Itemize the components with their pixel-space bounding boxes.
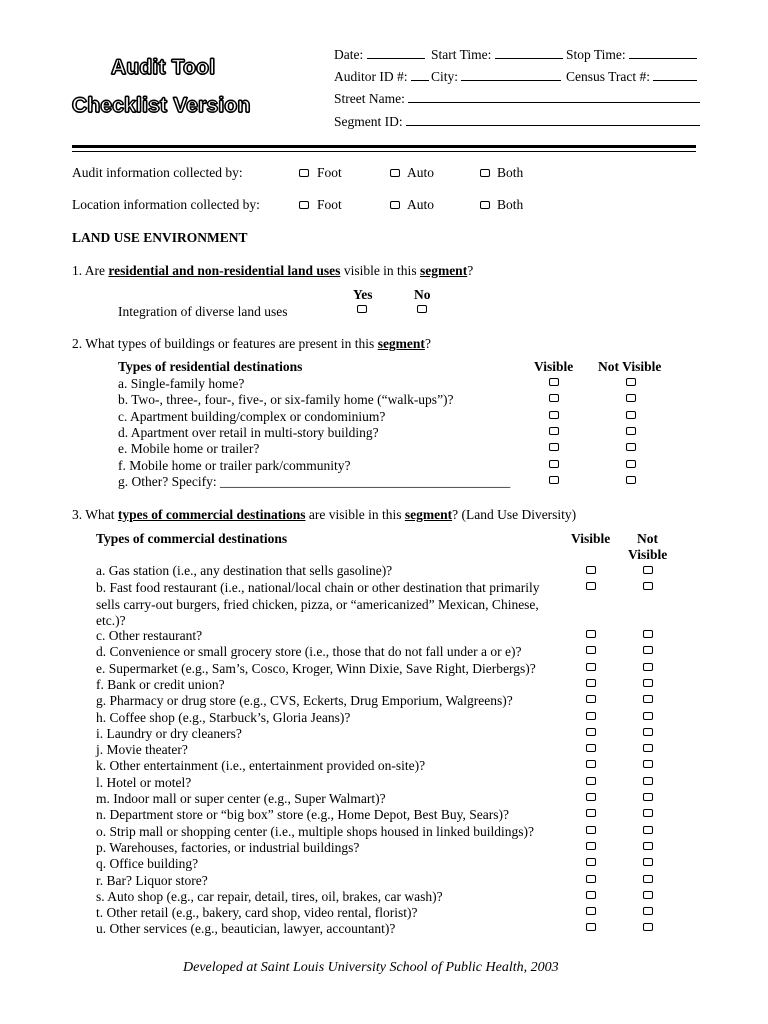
location-foot-label: Foot	[317, 197, 342, 212]
auditor-id-line[interactable]	[411, 68, 429, 81]
q3-not-visible-checkbox[interactable]	[643, 630, 653, 638]
q3-item: r. Bar? Liquor store?	[96, 873, 208, 888]
q3-not-visible-checkbox[interactable]	[643, 744, 653, 752]
q3-not-visible-checkbox[interactable]	[643, 809, 653, 817]
q3-visible-checkbox[interactable]	[586, 842, 596, 850]
q3-not-visible-checkbox[interactable]	[643, 679, 653, 687]
q3-not-visible-checkbox[interactable]	[643, 777, 653, 785]
q3-item: i. Laundry or dry cleaners?	[96, 726, 242, 741]
question-2	[72, 336, 431, 352]
q3-not-visible-checkbox[interactable]	[643, 663, 653, 671]
q2-item: g. Other? Specify: ___________________________________________	[118, 474, 511, 489]
footer-credit: Developed at Saint Louis University School of Public Health, 2003	[183, 960, 559, 975]
census-tract-label: Census Tract #:	[566, 69, 651, 84]
header-rule-thick	[72, 145, 696, 148]
q3-suffix: ? (Land Use Diversity)	[452, 507, 577, 522]
q3-segment: segment	[404, 507, 453, 522]
q1-yes-checkbox[interactable]	[357, 305, 367, 313]
q3-not-visible-checkbox[interactable]	[643, 826, 653, 834]
q3-item: c. Other restaurant?	[96, 628, 203, 643]
location-foot-checkbox[interactable]	[299, 201, 309, 209]
audit-auto-label: Auto	[407, 165, 434, 180]
q3-not-visible-checkbox[interactable]	[643, 646, 653, 654]
q3-not-visible-checkbox[interactable]	[643, 760, 653, 768]
header-rule-thin	[72, 151, 696, 152]
q1-no-header: No	[414, 287, 431, 302]
q1-suffix: ?	[467, 263, 474, 278]
location-collected-label: Location information collected by:	[72, 197, 260, 212]
q3-visible-checkbox[interactable]	[586, 923, 596, 931]
census-tract-line[interactable]	[653, 68, 697, 81]
q3-visible-header-2: Visible	[628, 547, 668, 562]
q2-item: a. Single-family home?	[118, 376, 245, 391]
start-time-line[interactable]	[495, 46, 563, 59]
q3-not-visible-checkbox[interactable]	[643, 875, 653, 883]
q3-item: p. Warehouses, factories, or industrial buildings?	[96, 840, 360, 855]
q3-item: e. Supermarket (e.g., Sam’s, Cosco, Kroger, Winn Dixie, Save Right, Dierbergs)?	[96, 661, 536, 676]
q3-not-visible-checkbox[interactable]	[643, 842, 653, 850]
q3-visible-checkbox[interactable]	[586, 744, 596, 752]
location-auto-label: Auto	[407, 197, 434, 212]
q2-visible-checkbox[interactable]	[549, 476, 559, 484]
q2-visible-checkbox[interactable]	[549, 460, 559, 468]
city-label: City:	[431, 69, 459, 84]
q2-item: b. Two-, three-, four-, five-, or six-family home (“walk-ups”)?	[118, 392, 454, 407]
audit-foot-checkbox[interactable]	[299, 169, 309, 177]
logo-line-2: Checklist Version	[72, 94, 251, 117]
q2-suffix: ?	[424, 336, 431, 351]
segment-id-field[interactable]	[334, 113, 700, 130]
q3-item: t. Other retail (e.g., bakery, card shop, video rental, florist)?	[96, 905, 418, 920]
q3-visible-checkbox[interactable]	[586, 858, 596, 866]
q3-item: q. Office building?	[96, 856, 199, 871]
q3-visible-checkbox[interactable]	[586, 663, 596, 671]
q3-visible-checkbox[interactable]	[586, 646, 596, 654]
logo-line-1: Audit Tool	[111, 56, 216, 79]
q2-not-visible-checkbox[interactable]	[626, 460, 636, 468]
location-both-label: Both	[497, 197, 524, 212]
q3-emph: types of commercial destinations	[117, 507, 306, 522]
question-1	[72, 263, 473, 279]
q3-b-not-visible-checkbox[interactable]	[643, 582, 653, 590]
q2-visible-checkbox[interactable]	[549, 378, 559, 386]
start-time-field[interactable]	[431, 46, 563, 63]
q2-not-visible-checkbox[interactable]	[626, 427, 636, 435]
q3-not-visible-checkbox[interactable]	[643, 712, 653, 720]
q3-visible-checkbox[interactable]	[586, 875, 596, 883]
q3-table-header: Types of commercial destinations	[96, 531, 288, 546]
audit-both-label: Both	[497, 165, 524, 180]
q2-not-visible-header: Not Visible	[598, 359, 662, 374]
q3-not-visible-checkbox[interactable]	[643, 695, 653, 703]
q3-not-visible-checkbox[interactable]	[643, 891, 653, 899]
q3-not-visible-checkbox[interactable]	[643, 858, 653, 866]
street-name-label: Street Name:	[334, 91, 405, 106]
q2-item: f. Mobile home or trailer park/community?	[118, 458, 351, 473]
q2-item: c. Apartment building/complex or condominium?	[118, 409, 386, 424]
q3-visible-checkbox[interactable]	[586, 891, 596, 899]
city-field[interactable]	[431, 68, 561, 85]
q3-item-b-line3: etc.)?	[96, 613, 126, 628]
date-field[interactable]	[334, 46, 425, 63]
q3-not-visible-checkbox[interactable]	[643, 923, 653, 931]
q3-not-visible-checkbox[interactable]	[643, 793, 653, 801]
q1-no-checkbox[interactable]	[417, 305, 427, 313]
q2-item: d. Apartment over retail in multi-story building?	[118, 425, 379, 440]
q3-item: f. Bank or credit union?	[96, 677, 225, 692]
audit-foot-label: Foot	[317, 165, 342, 180]
stop-time-line[interactable]	[629, 46, 697, 59]
street-name-field[interactable]	[334, 90, 700, 107]
q3-item-b-line2: sells carry-out burgers, fried chicken, pizza, or “americanized” Mexican, Chinese,	[96, 597, 539, 612]
q3-item: h. Coffee shop (e.g., Starbuck’s, Gloria Jeans)?	[96, 710, 351, 725]
q3-item: o. Strip mall or shopping center (i.e., multiple shops housed in linked buildings)?	[96, 824, 534, 839]
segment-id-line[interactable]	[406, 113, 700, 126]
q1-segment: segment	[419, 263, 468, 278]
q3-visible-header: Visible	[571, 531, 611, 546]
q3-item-b-line1: b. Fast food restaurant (i.e., national/local chain or other destination that primarily	[96, 580, 540, 595]
q3-visible-checkbox[interactable]	[586, 907, 596, 915]
location-both-checkbox[interactable]	[480, 201, 490, 209]
q2-not-visible-checkbox[interactable]	[626, 476, 636, 484]
q3-prefix: 3. What	[72, 507, 118, 522]
q3-visible-checkbox[interactable]	[586, 760, 596, 768]
q1-yes-header: Yes	[353, 287, 373, 302]
q3-visible-checkbox[interactable]	[586, 712, 596, 720]
location-auto-checkbox[interactable]	[390, 201, 400, 209]
q2-not-visible-checkbox[interactable]	[626, 411, 636, 419]
start-time-label: Start Time:	[431, 47, 492, 62]
q3-visible-checkbox[interactable]	[586, 826, 596, 834]
q3-item: j. Movie theater?	[96, 742, 188, 757]
street-name-line[interactable]	[408, 90, 700, 103]
q2-table-header: Types of residential destinations	[118, 359, 303, 374]
q1-middle: visible in this	[340, 263, 420, 278]
section-title: LAND USE ENVIRONMENT	[72, 230, 248, 245]
q3-not-visible-checkbox[interactable]	[643, 728, 653, 736]
q3-visible-checkbox[interactable]	[586, 809, 596, 817]
q3-item: d. Convenience or small grocery store (i.e., those that do not fall under a or e)?	[96, 644, 522, 659]
q3-visible-checkbox[interactable]	[586, 793, 596, 801]
q2-not-visible-checkbox[interactable]	[626, 443, 636, 451]
q3-visible-checkbox[interactable]	[586, 695, 596, 703]
q2-not-visible-checkbox[interactable]	[626, 378, 636, 386]
q3-item: u. Other services (e.g., beautician, lawyer, accountant)?	[96, 921, 396, 936]
auditor-id-field[interactable]	[334, 68, 429, 85]
q3-item: l. Hotel or motel?	[96, 775, 192, 790]
q3-item: n. Department store or “big box” store (e.g., Home Depot, Best Buy, Sears)?	[96, 807, 510, 822]
q3-middle: are visible in this	[305, 507, 405, 522]
q3-b-visible-checkbox[interactable]	[586, 582, 596, 590]
q3-a-visible-checkbox[interactable]	[586, 566, 596, 574]
question-3	[72, 507, 576, 523]
audit-both-checkbox[interactable]	[480, 169, 490, 177]
q2-visible-checkbox[interactable]	[549, 427, 559, 435]
q3-item: s. Auto shop (e.g., car repair, detail, tires, oil, brakes, car wash)?	[96, 889, 443, 904]
q3-not-visible-checkbox[interactable]	[643, 907, 653, 915]
q1-prefix: 1. Are	[72, 263, 109, 278]
q2-not-visible-checkbox[interactable]	[626, 394, 636, 402]
q2-prefix: 2. What types of buildings or features are present in this	[72, 336, 378, 351]
q3-item-a: a. Gas station (i.e., any destination that sells gasoline)?	[96, 563, 393, 578]
audit-auto-checkbox[interactable]	[390, 169, 400, 177]
q3-item: g. Pharmacy or drug store (e.g., CVS, Eckerts, Drug Emporium, Walgreens)?	[96, 693, 513, 708]
q1-emph: residential and non-residential land uses	[108, 263, 341, 278]
q2-segment: segment	[377, 336, 425, 351]
segment-id-label: Segment ID:	[334, 114, 403, 129]
stop-time-label: Stop Time:	[566, 47, 626, 62]
q3-visible-checkbox[interactable]	[586, 679, 596, 687]
q2-visible-header: Visible	[534, 359, 574, 374]
q3-visible-checkbox[interactable]	[586, 777, 596, 785]
q2-visible-checkbox[interactable]	[549, 443, 559, 451]
census-tract-field[interactable]	[566, 68, 697, 85]
q3-not-header: Not	[637, 531, 658, 546]
stop-time-field[interactable]	[566, 46, 697, 63]
q3-a-not-visible-checkbox[interactable]	[643, 566, 653, 574]
q3-visible-checkbox[interactable]	[586, 630, 596, 638]
q1-item: Integration of diverse land uses	[118, 304, 288, 319]
q3-item: m. Indoor mall or super center (e.g., Super Walmart)?	[96, 791, 386, 806]
auditor-id-label: Auditor ID #:	[334, 69, 408, 84]
q3-item: k. Other entertainment (i.e., entertainment provided on-site)?	[96, 758, 426, 773]
q2-item: e. Mobile home or trailer?	[118, 441, 260, 456]
date-line[interactable]	[367, 46, 425, 59]
audit-collected-label: Audit information collected by:	[72, 165, 243, 180]
city-line[interactable]	[461, 68, 561, 81]
q2-visible-checkbox[interactable]	[549, 394, 559, 402]
q3-visible-checkbox[interactable]	[586, 728, 596, 736]
q2-visible-checkbox[interactable]	[549, 411, 559, 419]
date-label: Date:	[334, 47, 364, 62]
